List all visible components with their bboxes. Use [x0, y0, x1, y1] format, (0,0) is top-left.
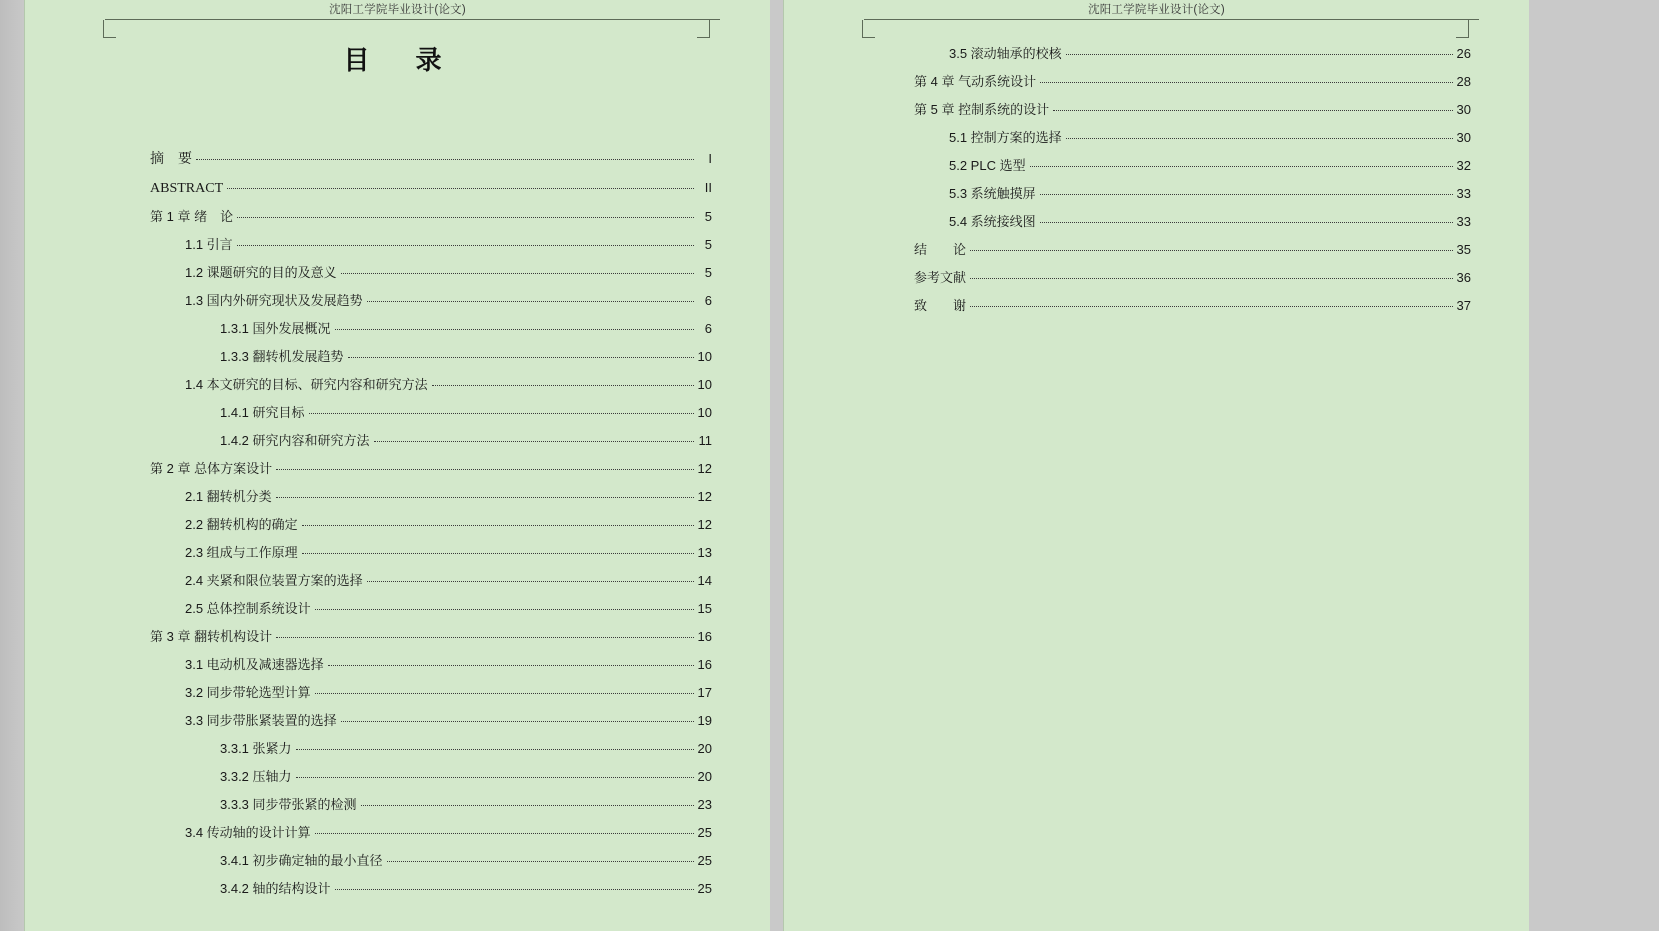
toc-page-number: 25 — [697, 825, 712, 840]
toc-leader — [970, 296, 1453, 307]
toc-leader — [970, 240, 1453, 251]
toc-entry[interactable] — [185, 819, 712, 847]
page-header-right — [784, 0, 1529, 20]
toc-entry-label: 第 5 章 控制系统的设计 — [914, 102, 1050, 117]
toc-entry-label: 5.2 PLC 选型 — [949, 158, 1026, 173]
right-margin-area — [1529, 0, 1659, 931]
toc-leader — [237, 235, 694, 246]
page-title: 目 录 — [343, 46, 452, 75]
toc-entry[interactable] — [949, 40, 1471, 68]
toc-entry-label: 3.3 同步带胀紧装置的选择 — [185, 713, 337, 728]
toc-leader — [296, 739, 694, 750]
toc-entry-label: 1.4.2 研究内容和研究方法 — [220, 433, 370, 448]
toc-page-number: 19 — [697, 713, 712, 728]
toc-entry-label: 3.5 滚动轴承的校核 — [949, 46, 1062, 61]
page-header-ornament-right — [862, 20, 1469, 38]
toc-page-number: 6 — [704, 293, 712, 308]
toc-entry[interactable] — [949, 180, 1471, 208]
toc-page-number: 5 — [704, 237, 712, 252]
toc-entry-label: 3.3.2 压轴力 — [220, 769, 292, 784]
toc-entry[interactable] — [185, 259, 712, 287]
toc-page-number: 15 — [697, 601, 712, 616]
toc-page-number: I — [708, 151, 712, 166]
toc-page-number: 5 — [704, 209, 712, 224]
toc-entry-label: 5.1 控制方案的选择 — [949, 130, 1062, 145]
toc-entry-label: 第 3 章 翻转机构设计 — [150, 629, 273, 644]
toc-entry-label: 致 谢 — [914, 298, 967, 313]
toc-entry[interactable] — [185, 707, 712, 735]
toc-entry-label: 1.4.1 研究目标 — [220, 405, 305, 420]
toc-entry-label: 3.2 同步带轮选型计算 — [185, 685, 311, 700]
page-gutter — [770, 0, 784, 931]
toc-entry[interactable] — [220, 763, 712, 791]
toc-entry[interactable] — [220, 791, 712, 819]
toc-entry-label: 第 2 章 总体方案设计 — [150, 461, 273, 476]
toc-list-left — [25, 145, 770, 903]
toc-entry-label: 1.3.3 翻转机发展趋势 — [220, 349, 344, 364]
toc-leader — [432, 375, 694, 386]
toc-entry[interactable] — [150, 145, 712, 174]
toc-entry[interactable] — [185, 483, 712, 511]
toc-page-number: 33 — [1456, 186, 1471, 201]
toc-leader — [387, 851, 694, 862]
toc-page-number: 33 — [1456, 214, 1471, 229]
toc-entry[interactable] — [949, 208, 1471, 236]
toc-entry-label: 3.3.1 张紧力 — [220, 741, 292, 756]
toc-page-number: 30 — [1456, 130, 1471, 145]
toc-entry[interactable] — [185, 679, 712, 707]
toc-entry[interactable] — [220, 735, 712, 763]
toc-leader — [970, 268, 1453, 279]
toc-leader — [276, 459, 694, 470]
page-header-ornament-left — [103, 20, 710, 38]
toc-page-number: 14 — [697, 573, 712, 588]
toc-entry[interactable] — [150, 174, 712, 203]
toc-entry-label: 3.1 电动机及减速器选择 — [185, 657, 324, 672]
toc-leader — [348, 347, 694, 358]
toc-entry[interactable] — [914, 96, 1471, 124]
toc-entry-label: 1.4 本文研究的目标、研究内容和研究方法 — [185, 377, 428, 392]
toc-entry[interactable] — [185, 371, 712, 399]
toc-entry-label: 1.3 国内外研究现状及发展趋势 — [185, 293, 363, 308]
toc-entry[interactable] — [185, 595, 712, 623]
toc-entry[interactable] — [185, 511, 712, 539]
toc-leader — [302, 515, 694, 526]
toc-entry-label: 摘 要 — [150, 152, 192, 167]
toc-page-number: II — [704, 180, 712, 195]
toc-page-number: 32 — [1456, 158, 1471, 173]
toc-entry[interactable] — [185, 567, 712, 595]
toc-entry[interactable] — [914, 236, 1471, 264]
toc-leader — [315, 823, 694, 834]
toc-page-number: 25 — [697, 853, 712, 868]
toc-page-number: 23 — [697, 797, 712, 812]
toc-page-number: 37 — [1456, 298, 1471, 313]
toc-leader — [335, 879, 694, 890]
page-left — [25, 0, 770, 931]
toc-entry-label: 2.1 翻转机分类 — [185, 489, 272, 504]
toc-page-number: 30 — [1456, 102, 1471, 117]
toc-page-number: 35 — [1456, 242, 1471, 257]
toc-leader — [361, 795, 694, 806]
header-title-right: 沈阳工学院毕业设计(论文) — [1088, 4, 1225, 16]
toc-entry[interactable] — [220, 427, 712, 455]
left-margin-area — [0, 0, 25, 931]
toc-entry[interactable] — [220, 399, 712, 427]
toc-entry-label: 3.4.2 轴的结构设计 — [220, 881, 331, 896]
toc-entry[interactable] — [914, 68, 1471, 96]
toc-entry[interactable] — [185, 539, 712, 567]
toc-entry[interactable] — [150, 203, 712, 231]
toc-leader — [328, 655, 694, 666]
toc-entry-label: 3.3.3 同步带张紧的检测 — [220, 797, 357, 812]
toc-leader — [367, 291, 694, 302]
toc-leader — [196, 149, 694, 160]
toc-leader — [315, 683, 694, 694]
toc-leader — [315, 599, 694, 610]
toc-page-number: 20 — [697, 769, 712, 784]
toc-leader — [309, 403, 694, 414]
toc-entry[interactable] — [949, 152, 1471, 180]
toc-entry-label: 2.5 总体控制系统设计 — [185, 601, 311, 616]
toc-leader — [374, 431, 694, 442]
toc-entry-label: 结 论 — [914, 242, 967, 257]
toc-leader — [1066, 128, 1453, 139]
toc-page-number: 17 — [697, 685, 712, 700]
toc-entry[interactable] — [914, 292, 1471, 320]
toc-leader — [227, 178, 694, 189]
toc-entry-label: 第 4 章 气动系统设计 — [914, 74, 1037, 89]
toc-entry-label: 1.1 引言 — [185, 237, 233, 252]
toc-entry[interactable] — [150, 623, 712, 651]
toc-leader — [367, 571, 694, 582]
page-header-left — [25, 0, 770, 20]
toc-entry-label: 2.3 组成与工作原理 — [185, 545, 298, 560]
toc-leader — [341, 711, 694, 722]
toc-entry-label: 第 1 章 绪 论 — [150, 209, 234, 224]
toc-entry-label: 1.3.1 国外发展概况 — [220, 321, 331, 336]
toc-entry[interactable] — [914, 264, 1471, 292]
page-right — [784, 0, 1529, 931]
toc-entry[interactable] — [185, 287, 712, 315]
toc-list-right — [784, 40, 1529, 320]
toc-page-number: 16 — [697, 629, 712, 644]
toc-page-number: 26 — [1456, 46, 1471, 61]
toc-page-number: 12 — [697, 489, 712, 504]
toc-leader — [1030, 156, 1453, 167]
toc-leader — [335, 319, 694, 330]
toc-page-number: 28 — [1456, 74, 1471, 89]
toc-entry-label: 1.2 课题研究的目的及意义 — [185, 265, 337, 280]
toc-entry[interactable] — [220, 847, 712, 875]
toc-page-number: 5 — [704, 265, 712, 280]
toc-leader — [341, 263, 694, 274]
toc-page-number: 6 — [704, 321, 712, 336]
toc-page-number: 13 — [697, 545, 712, 560]
toc-entry-label: 5.3 系统触摸屏 — [949, 186, 1036, 201]
toc-entry[interactable] — [150, 455, 712, 483]
toc-page-number: 10 — [697, 377, 712, 392]
toc-leader — [237, 207, 694, 218]
toc-entry[interactable] — [220, 315, 712, 343]
toc-entry-label: 3.4.1 初步确定轴的最小直径 — [220, 853, 383, 868]
toc-page-number: 12 — [697, 517, 712, 532]
toc-page-number: 16 — [697, 657, 712, 672]
toc-leader — [1040, 72, 1453, 83]
toc-leader — [1040, 184, 1453, 195]
toc-entry-label: 2.4 夹紧和限位装置方案的选择 — [185, 573, 363, 588]
toc-leader — [1066, 44, 1453, 55]
toc-leader — [296, 767, 694, 778]
toc-entry-label: 2.2 翻转机构的确定 — [185, 517, 298, 532]
header-title-left: 沈阳工学院毕业设计(论文) — [329, 4, 466, 16]
toc-page-number: 10 — [697, 405, 712, 420]
toc-page-number: 10 — [697, 349, 712, 364]
toc-leader — [302, 543, 694, 554]
toc-entry[interactable] — [220, 875, 712, 903]
toc-leader — [1040, 212, 1453, 223]
toc-entry[interactable] — [185, 231, 712, 259]
toc-page-number: 11 — [698, 433, 712, 448]
toc-entry-label: 5.4 系统接线图 — [949, 214, 1036, 229]
toc-entry-label: 参考文献 — [914, 270, 967, 285]
toc-entry-label: ABSTRACT — [150, 181, 224, 196]
toc-page-number: 36 — [1456, 270, 1471, 285]
toc-page-number: 20 — [697, 741, 712, 756]
toc-entry-label: 3.4 传动轴的设计计算 — [185, 825, 311, 840]
toc-page-number: 12 — [697, 461, 712, 476]
toc-entry[interactable] — [949, 124, 1471, 152]
toc-leader — [1053, 100, 1453, 111]
toc-entry[interactable] — [220, 343, 712, 371]
toc-page-number: 25 — [697, 881, 712, 896]
toc-leader — [276, 627, 694, 638]
toc-entry[interactable] — [185, 651, 712, 679]
toc-leader — [276, 487, 694, 498]
